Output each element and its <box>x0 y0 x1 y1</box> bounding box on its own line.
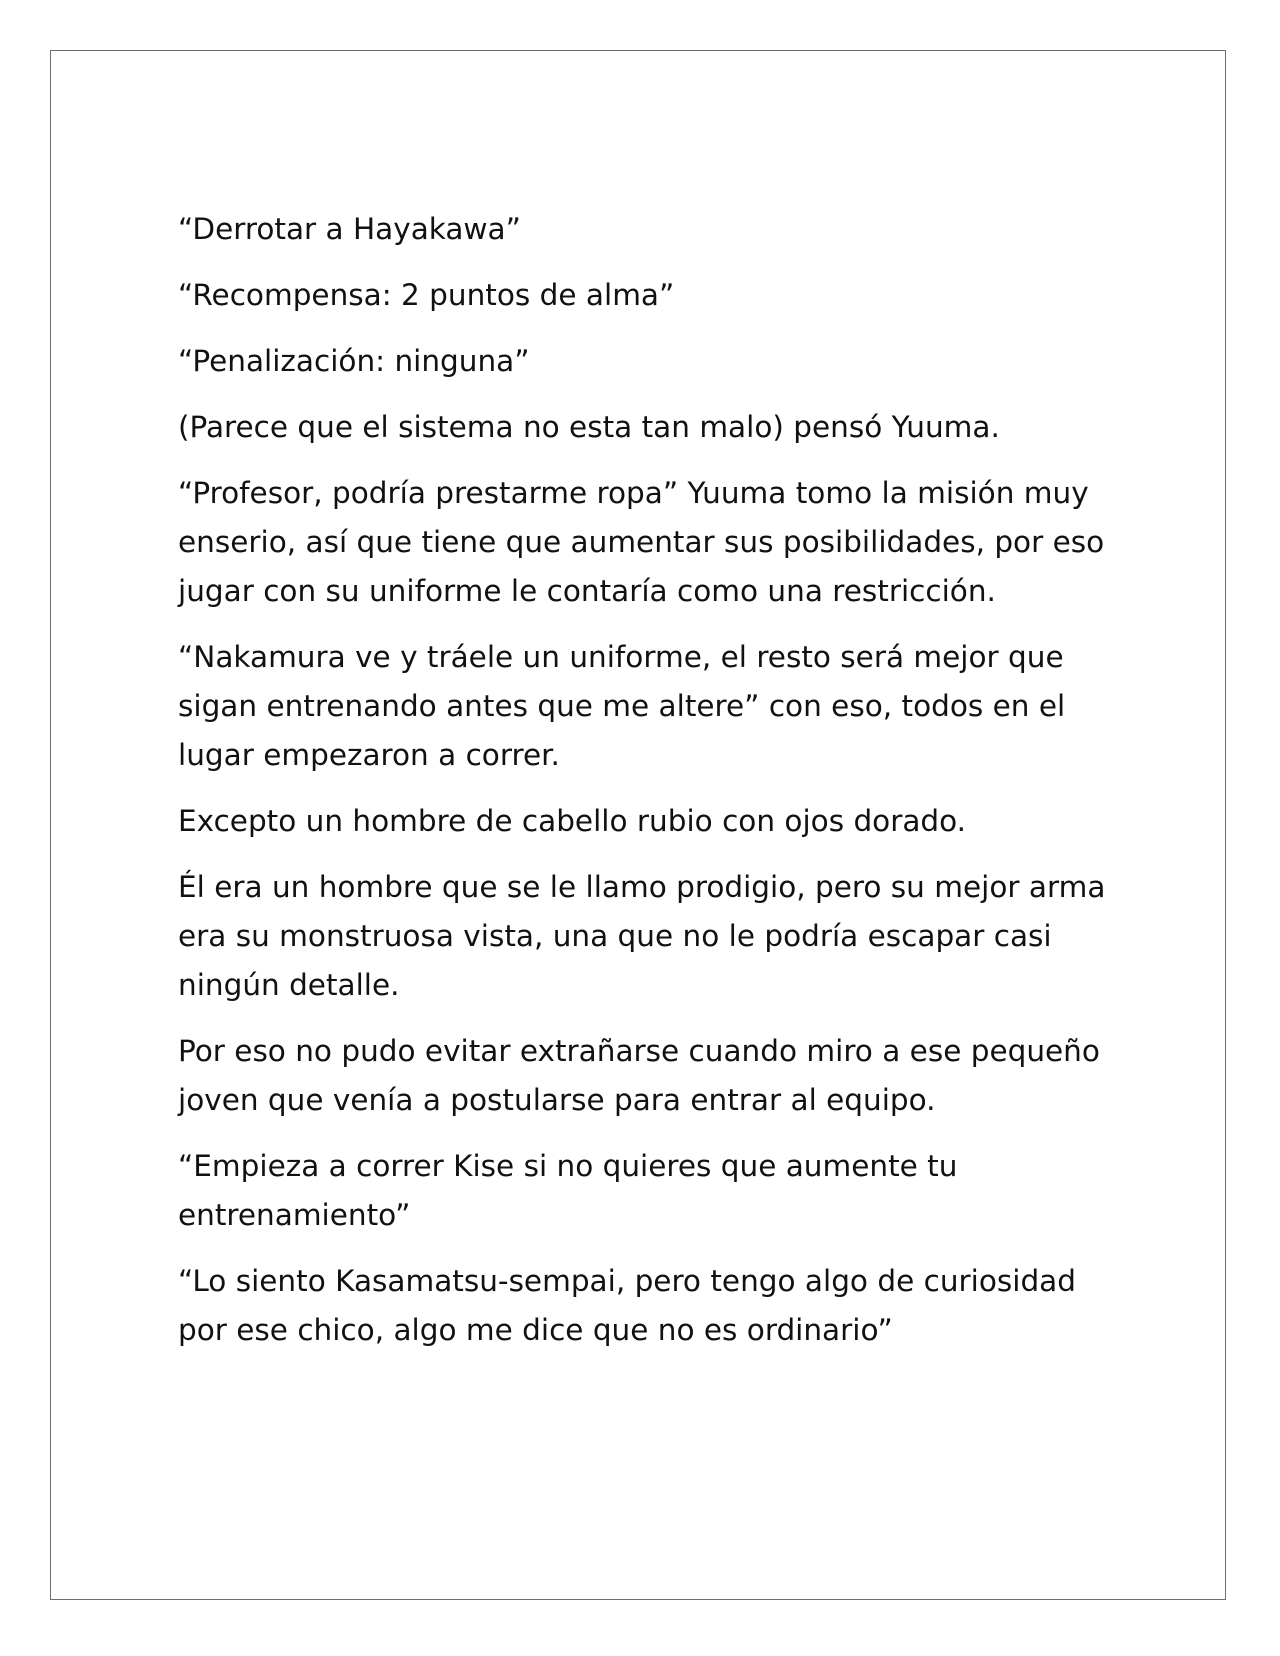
paragraph-6: “Nakamura ve y tráele un uniforme, el resto será mejor que sigan entrenando antes que me altere” con eso, todos en el lugar empezaron a correr. <box>178 640 1066 772</box>
paragraph-11: “Lo siento Kasamatsu-sempai, pero tengo algo de curiosidad por ese chico, algo me dice que no es ordinario” <box>178 1264 1076 1347</box>
paragraph-4: (Parece que el sistema no esta tan malo) pensó Yuuma. <box>178 410 1000 444</box>
paragraph-5: “Profesor, podría prestarme ropa” Yuuma tomo la misión muy enserio, así que tiene que aumentar sus posibilidades, por eso jugar con su uniforme le contaría como una restricción. <box>178 476 1105 608</box>
paragraph-9: Por eso no pudo evitar extrañarse cuando miro a ese pequeño joven que venía a postularse para entrar al equipo. <box>178 1034 1100 1117</box>
document-page <box>50 50 1226 1600</box>
document-body <box>178 205 1118 1372</box>
paragraph-2: “Recompensa: 2 puntos de alma” <box>178 278 675 312</box>
paragraph-10: “Empieza a correr Kise si no quieres que aumente tu entrenamiento” <box>178 1149 958 1232</box>
paragraph-3: “Penalización: ninguna” <box>178 344 530 378</box>
paragraph-7: Excepto un hombre de cabello rubio con ojos dorado. <box>178 804 967 838</box>
paragraph-8: Él era un hombre que se le llamo prodigio, pero su mejor arma era su monstruosa vista, una que no le podría escapar casi ningún detalle. <box>178 870 1106 1002</box>
paragraph-1: “Derrotar a Hayakawa” <box>178 212 521 246</box>
